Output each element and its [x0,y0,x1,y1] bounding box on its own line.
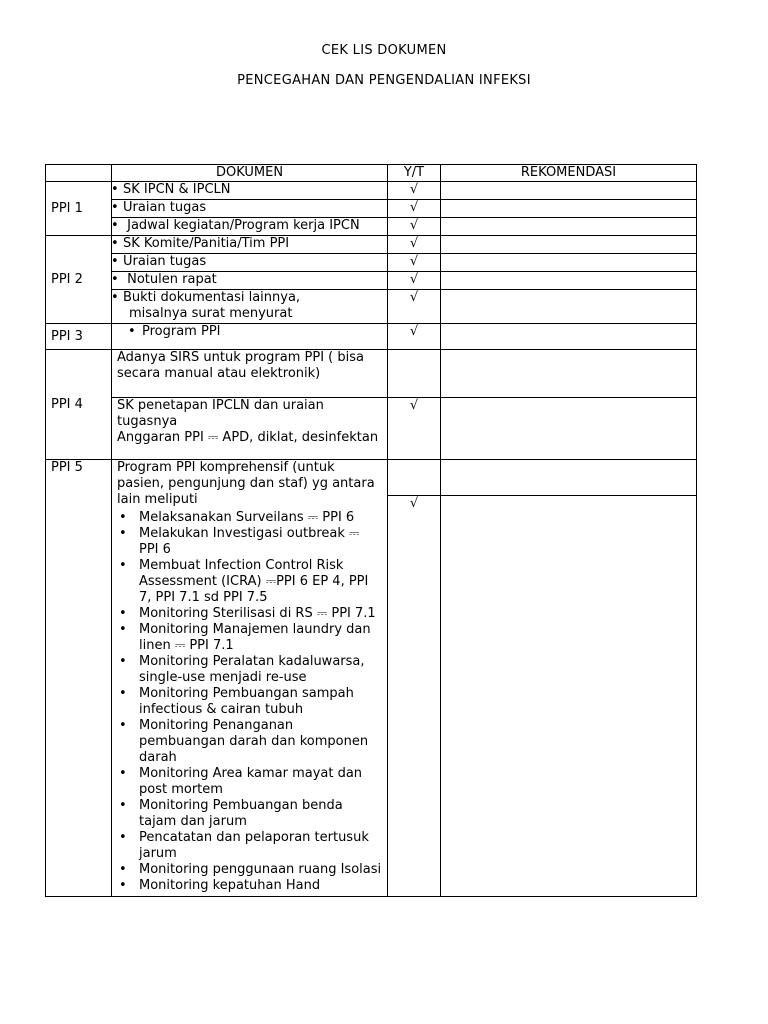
rekomendasi-cell [441,496,697,897]
check-mark: √ [388,236,441,254]
list-item: • Monitoring Penanganan pembuangan darah dan komponen darah [139,718,382,766]
header-yt: Y/T [388,165,441,182]
table-row [46,350,697,398]
ppi4-anggaran: Anggaran PPI ⎓ APD, diklat, desinfektan [117,430,379,445]
document-subtitle: PENCEGAHAN DAN PENGENDALIAN INFEKSI [237,73,531,88]
rekomendasi-cell [441,460,697,496]
rekomendasi-cell [441,254,697,272]
ppi4-label: PPI 4 [46,350,112,460]
list-item: • Monitoring Area kamar mayat dan post mortem [139,766,382,798]
table-row [46,324,697,350]
rekomendasi-cell [441,350,697,398]
list-item: • Melaksanakan Surveilans ⎓ PPI 6 [139,510,382,526]
list-item: • Melakukan Investigasi outbreak ⎓ PPI 6 [139,526,382,558]
rekomendasi-cell [441,398,697,460]
check-mark: √ [388,496,441,897]
document-title: CEK LIS DOKUMEN [321,43,447,58]
list-item: • SK IPCN & IPCLN [117,182,231,197]
rekomendasi-cell [441,324,697,350]
ppi5-label: PPI 5 [46,460,112,897]
list-item: • Monitoring kepatuhan Hand [139,878,382,894]
rekomendasi-cell [441,200,697,218]
table-row [46,290,697,324]
header-empty-cell [46,165,112,182]
list-item: • Uraian tugas [117,200,206,215]
list-item-continuation: misalnya surat menyurat [129,306,293,321]
list-item: • Monitoring Pembuangan sampah infectious & cairan tubuh [139,686,382,718]
check-mark: √ [388,272,441,290]
table-row [46,460,697,496]
list-item: • Jadwal kegiatan/Program kerja IPCN [117,218,360,233]
table-row [46,398,697,460]
list-item: • Uraian tugas [117,254,206,269]
ppi1-label: PPI 1 [46,182,112,236]
table-row [46,272,697,290]
check-mark: √ [388,254,441,272]
ppi5-list [117,510,382,894]
checklist-table [45,164,697,897]
header-dokumen: DOKUMEN [112,165,388,182]
table-row [46,200,697,218]
check-mark: √ [388,290,441,324]
list-item: • Monitoring Manajemen laundry dan linen ⎓ PPI 7.1 [139,622,382,654]
check-mark: √ [388,398,441,460]
rekomendasi-cell [441,182,697,200]
header-rekomendasi: REKOMENDASI [441,165,697,182]
list-item: • Pencatatan dan pelaporan tertusuk jarum [139,830,382,862]
rekomendasi-cell [441,236,697,254]
check-cell-empty [388,350,441,398]
list-item: • Monitoring penggunaan ruang Isolasi [139,862,382,878]
table-row [46,254,697,272]
rekomendasi-cell [441,218,697,236]
check-mark: √ [388,324,441,350]
list-item: • Monitoring Peralatan kadaluwarsa, single-use menjadi re-use [139,654,382,686]
check-mark: √ [388,182,441,200]
list-item: • Membuat Infection Control Risk Assessment (ICRA) ⎓PPI 6 EP 4, PPI 7, PPI 7.1 sd PPI 7.5 [139,558,382,606]
table-header-row [46,165,697,182]
list-item: • Program PPI [134,324,221,339]
ppi5-intro: Program PPI komprehensif (untuk pasien, pengunjung dan staf) yg antara lain meliputi [117,460,375,507]
ppi3-label: PPI 3 [46,324,112,350]
list-item: • Bukti dokumentasi lainnya, [117,290,300,305]
rekomendasi-cell [441,272,697,290]
ppi2-label: PPI 2 [46,236,112,324]
check-mark: √ [388,218,441,236]
table-row [46,218,697,236]
table-row [46,236,697,254]
table-row [46,182,697,200]
ppi4-sk-penetapan: SK penetapan IPCLN dan uraian tugasnya [117,398,324,429]
ppi4-sirs: Adanya SIRS untuk program PPI ( bisa secara manual atau elektronik) [112,350,388,398]
check-mark: √ [388,200,441,218]
rekomendasi-cell [441,290,697,324]
check-cell-empty [388,460,441,496]
list-item: • Notulen rapat [117,272,217,287]
list-item: • SK Komite/Panitia/Tim PPI [117,236,289,251]
list-item: • Monitoring Pembuangan benda tajam dan jarum [139,798,382,830]
list-item: • Monitoring Sterilisasi di RS ⎓ PPI 7.1 [139,606,382,622]
